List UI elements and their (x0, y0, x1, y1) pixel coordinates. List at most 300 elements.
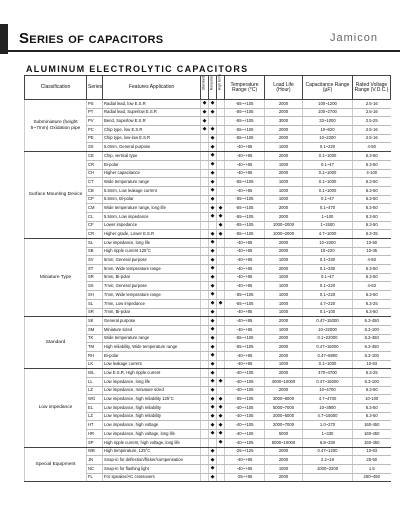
volt-range: 160-450 (353, 438, 391, 447)
col-temperature: Temperature Range (°C) (225, 76, 265, 100)
series-code: NC (87, 464, 103, 473)
cap-range: 0.1~220 (303, 143, 353, 152)
mark-standard (201, 221, 209, 230)
mark-nonpolar: ◆ (209, 378, 217, 387)
mark-nonpolar: ◆ (209, 230, 217, 239)
mark-hightemp (217, 308, 225, 317)
mark-nonpolar: ◆ (209, 456, 217, 465)
page-header (0, 24, 400, 54)
load-life: 2000 (265, 100, 303, 109)
mark-standard (201, 456, 209, 465)
cap-range: 4.7~1000 (303, 230, 353, 239)
mark-hightemp (217, 247, 225, 256)
cap-range: 10~2200 (303, 239, 353, 248)
load-life: 2000 (265, 169, 303, 178)
series-code: JN (87, 456, 103, 465)
mark-hightemp (217, 178, 225, 187)
mark-hightemp (217, 265, 225, 274)
mark-nonpolar: ◆ (209, 447, 217, 456)
mark-hightemp (217, 195, 225, 204)
col-voltage: Rated Voltage Range (V.D.C.) (353, 76, 391, 100)
volt-range: 4-50 (353, 256, 391, 265)
table-row (25, 152, 391, 161)
cap-range: 0.1~330 (303, 265, 353, 274)
volt-range: 6.3-450 (353, 334, 391, 343)
col-load-life: Load Life (Hour) (265, 76, 303, 100)
mark-nonpolar: ◆ (209, 134, 217, 143)
mark-standard (201, 247, 209, 256)
cap-range: 0.1~47 (303, 273, 353, 282)
cap-range: 100~2700 (303, 108, 353, 117)
temp-range: -40~+105 (225, 369, 265, 378)
cap-range: 0.47~15000 (303, 378, 353, 387)
mark-hightemp (217, 100, 225, 109)
mark-standard (201, 317, 209, 326)
cap-range: 0.1~1000 (303, 178, 353, 187)
volt-range: 6.3-50 (353, 386, 391, 395)
temp-range: -55~+105 (225, 221, 265, 230)
mark-nonpolar: ◆ (209, 282, 217, 291)
series-code: CH (87, 169, 103, 178)
mark-hightemp (217, 360, 225, 369)
temp-range: -40~+85 (225, 282, 265, 291)
mark-hightemp (217, 325, 225, 334)
cap-range: 0.1~100 (303, 308, 353, 317)
table-row (25, 239, 391, 248)
feature-text: Higher capacitance (103, 169, 201, 178)
volt-range: 4-63 (353, 282, 391, 291)
series-table (24, 75, 391, 482)
temp-range: -25~+85 (225, 473, 265, 482)
feature-text: Miniature sized (103, 325, 201, 334)
volt-range: 4-100 (353, 169, 391, 178)
temp-range: -40~+105 (225, 404, 265, 413)
volt-range: 6.3-25 (353, 299, 391, 308)
mark-nonpolar: ◆ (209, 108, 217, 117)
cap-range: 0.1~1000 (303, 152, 353, 161)
load-life: 2000 (265, 239, 303, 248)
mark-hightemp: ◆ (217, 378, 225, 387)
feature-text: Low impedance, miniature sized (103, 386, 201, 395)
series-code: TK (87, 334, 103, 343)
mark-nonpolar: ◆ (209, 265, 217, 274)
mark-hightemp (217, 351, 225, 360)
temp-range: -40~+85 (225, 247, 265, 256)
mark-nonpolar: ◆ (209, 369, 217, 378)
mark-standard (201, 386, 209, 395)
load-life: 2000 (265, 265, 303, 274)
mark-standard (201, 152, 209, 161)
temp-range: -40~+85 (225, 265, 265, 274)
cap-range: 0.1~330 (303, 256, 353, 265)
load-life: 2000 (265, 152, 303, 161)
load-life: 1000 (265, 325, 303, 334)
table-row (25, 447, 391, 456)
mark-nonpolar (209, 117, 217, 126)
feature-text: 5.5mm, Low impedance (103, 212, 201, 221)
load-life: 1000~2000 (265, 230, 303, 239)
mark-standard (201, 464, 209, 473)
mark-standard (201, 334, 209, 343)
feature-text: For speaker/AC crossovers (103, 473, 201, 482)
series-code: HT (87, 421, 103, 430)
feature-text: Bend, Superlow E.S.R (103, 117, 201, 126)
series-code: SL (87, 239, 103, 248)
series-code: CR (87, 230, 103, 239)
volt-range: 6.3-35 (353, 230, 391, 239)
col-features: Features Application (103, 76, 201, 100)
mark-standard (201, 256, 209, 265)
mark-standard: ◆ (201, 108, 209, 117)
feature-text: Low impedance, high reliability (103, 412, 201, 421)
load-life: 1000 (265, 273, 303, 282)
volt-range: 6.3-50 (353, 152, 391, 161)
series-code: SM (87, 325, 103, 334)
volt-range: 2.5-25 (353, 117, 391, 126)
mark-hightemp (217, 239, 225, 248)
feature-text: 5mm, General purpose (103, 256, 201, 265)
mark-hightemp: ◆ (217, 438, 225, 447)
load-life: 5000 (265, 430, 303, 439)
series-code: TM (87, 343, 103, 352)
load-life: 1000 (265, 178, 303, 187)
table-row (25, 369, 391, 378)
series-code: SH (87, 291, 103, 300)
temp-range: -40~+105 (225, 430, 265, 439)
cap-range: 0.1~47 (303, 160, 353, 169)
temp-range: -40~+85 (225, 160, 265, 169)
mark-nonpolar: ◆ (209, 239, 217, 248)
temp-range: -40~+105 (225, 421, 265, 430)
cap-range: 4.7~4700 (303, 395, 353, 404)
col-classification: Classification (25, 76, 87, 100)
temp-range: -55~+105 (225, 204, 265, 213)
mark-hightemp: ◆ (217, 299, 225, 308)
cap-range: 0.47~15000 (303, 317, 353, 326)
page-title: Series of capacitors (19, 30, 164, 47)
feature-text: Low E.S.R, High ripple current (103, 369, 201, 378)
cap-range: 10~3900 (303, 404, 353, 413)
mark-hightemp (217, 143, 225, 152)
series-code: WB (87, 447, 103, 456)
series-code: ST (87, 265, 103, 274)
classification-cell: Subminiature (height 5~7mm) Oxidation pipe (25, 100, 87, 152)
mark-nonpolar: ◆ (209, 412, 217, 421)
volt-range: 6.3-50 (353, 308, 391, 317)
volt-range: 10-100 (353, 395, 391, 404)
load-life: 1000 (265, 143, 303, 152)
feature-text: Bi-polar (103, 160, 201, 169)
mark-standard: ◆ (201, 117, 209, 126)
header-bar (0, 24, 8, 54)
mark-hightemp (217, 473, 225, 482)
brand-logo: Jamicon (330, 32, 378, 44)
mark-standard (201, 212, 209, 221)
mark-nonpolar (209, 221, 217, 230)
mark-standard (201, 360, 209, 369)
mark-hightemp (217, 447, 225, 456)
mark-hightemp: ◆ (217, 221, 225, 230)
mark-nonpolar: ◆ (209, 247, 217, 256)
series-code: LL (87, 378, 103, 387)
load-life: 2000 (265, 247, 303, 256)
feature-text: Chip, vertical type (103, 152, 201, 161)
load-life: 1000 (265, 195, 303, 204)
classification-cell: Special Equipment (25, 447, 87, 482)
feature-text: 5.5mm, Bi-polar (103, 195, 201, 204)
temp-range: -55~+105 (225, 108, 265, 117)
table-row (25, 100, 391, 109)
mark-hightemp: ◆ (217, 412, 225, 421)
volt-range: 6.3-50 (353, 221, 391, 230)
load-life: 2000 (265, 108, 303, 117)
mark-standard (201, 438, 209, 447)
cap-range: 0.1~220 (303, 291, 353, 300)
mark-standard (201, 395, 209, 404)
mark-standard (201, 308, 209, 317)
cap-range: 10~4700 (303, 386, 353, 395)
mark-standard (201, 195, 209, 204)
mark-hightemp (217, 126, 225, 135)
cap-range: 0.47~15000 (303, 343, 353, 352)
volt-range: 6.3-25 (353, 369, 391, 378)
load-life: 2000 (265, 343, 303, 352)
mark-hightemp (217, 152, 225, 161)
feature-text: 7mm, Low impedance (103, 299, 201, 308)
mark-hightemp (217, 369, 225, 378)
load-life: 3000~6000 (265, 395, 303, 404)
mark-nonpolar: ◆ (209, 386, 217, 395)
mark-hightemp: ◆ (217, 430, 225, 439)
feature-text: Wide temperature range, long life (103, 204, 201, 213)
series-code: WL (87, 369, 103, 378)
cap-range: 100~1200 (303, 100, 353, 109)
mark-standard (201, 239, 209, 248)
series-code: FL (87, 473, 103, 482)
mark-standard (201, 447, 209, 456)
col-capacitance: Capacitance Range (µF) (303, 76, 353, 100)
temp-range: -55~+105 (225, 291, 265, 300)
cap-range: 4.7~15000 (303, 412, 353, 421)
feature-text: Low impedance, long life (103, 378, 201, 387)
mark-hightemp (217, 317, 225, 326)
feature-text: Wide temperature range (103, 334, 201, 343)
mark-hightemp: ◆ (217, 230, 225, 239)
cap-range: 0.1~470 (303, 204, 353, 213)
load-life: 2000 (265, 212, 303, 221)
volt-range: 2.5-16 (353, 134, 391, 143)
classification-cell: Surface Mounting Device (25, 152, 87, 239)
load-life: 5000~10000 (265, 438, 303, 447)
series-code: SK (87, 317, 103, 326)
load-life: 4000~10000 (265, 378, 303, 387)
mark-hightemp: ◆ (217, 395, 225, 404)
volt-range: 1.5 (353, 464, 391, 473)
classification-cell: Miniature Type (25, 239, 87, 317)
mark-nonpolar: ◆ (209, 178, 217, 187)
mark-standard (201, 265, 209, 274)
mark-hightemp (217, 273, 225, 282)
feature-text: Low impedance, high voltage, long life (103, 430, 201, 439)
series-code: LK (87, 360, 103, 369)
mark-nonpolar: ◆ (209, 291, 217, 300)
mark-nonpolar: ◆ (209, 160, 217, 169)
mark-standard (201, 378, 209, 387)
volt-range: 6.3-50 (353, 195, 391, 204)
feature-text: Snap-in for flashing light (103, 464, 201, 473)
mark-nonpolar: ◆ (209, 126, 217, 135)
load-life: 3000 (265, 117, 303, 126)
series-code: PS (87, 100, 103, 109)
feature-text: High ripple current 125°C (103, 247, 201, 256)
mark-standard: ◆ (201, 126, 209, 135)
cap-range: 1~100 (303, 212, 353, 221)
mark-nonpolar: ◆ (209, 325, 217, 334)
temp-range: -40~+105 (225, 378, 265, 387)
temp-range: -55~+105 (225, 334, 265, 343)
load-life: 2000 (265, 204, 303, 213)
volt-range: 6.3-450 (353, 343, 391, 352)
cap-range: 1.0~270 (303, 421, 353, 430)
series-code: SS (87, 282, 103, 291)
series-code: LZ (87, 412, 103, 421)
load-life: 2000 (265, 456, 303, 465)
temp-range: -40~+85 (225, 256, 265, 265)
feature-text: 5.5mm, Low leakage current (103, 186, 201, 195)
series-code: SL (87, 299, 103, 308)
mark-nonpolar: ◆ (209, 464, 217, 473)
series-code: RH (87, 351, 103, 360)
feature-text: High reliability, Wide temperature range (103, 343, 201, 352)
mark-standard (201, 204, 209, 213)
mark-hightemp (217, 456, 225, 465)
feature-text: Low impedance, high reliability (103, 404, 201, 413)
volt-range: 6.3-50 (353, 265, 391, 274)
series-code: SB (87, 247, 103, 256)
volt-range: 6.3-50 (353, 212, 391, 221)
feature-text: Bi-polar (103, 351, 201, 360)
mark-nonpolar: ◆ (209, 152, 217, 161)
cap-range: 0.47~6800 (303, 351, 353, 360)
series-code: HR (87, 430, 103, 439)
cap-range: 0.1~1000 (303, 186, 353, 195)
cap-range: 33~1000 (303, 117, 353, 126)
temp-range: -40~+85 (225, 186, 265, 195)
series-code: CR (87, 160, 103, 169)
mark-nonpolar: ◆ (209, 351, 217, 360)
load-life: 1000 (265, 299, 303, 308)
series-code: PT (87, 108, 103, 117)
mark-nonpolar: ◆ (209, 343, 217, 352)
temp-range: -55~+105 (225, 343, 265, 352)
classification-cell: Standard (25, 317, 87, 369)
feature-text: 7mm, Wide temperature range (103, 291, 201, 300)
temp-range: -40~+85 (225, 273, 265, 282)
temp-range: -55~+105 (225, 117, 265, 126)
cap-range: 10~220 (303, 247, 353, 256)
series-code: SV (87, 256, 103, 265)
mark-standard (201, 143, 209, 152)
load-life: 2000 (265, 126, 303, 135)
mark-nonpolar: ◆ (209, 299, 217, 308)
cap-range: 2.2~18 (303, 456, 353, 465)
volt-range: 6.3-50 (353, 291, 391, 300)
series-code: CF (87, 221, 103, 230)
mark-hightemp: ◆ (217, 421, 225, 430)
mark-hightemp (217, 169, 225, 178)
volt-range: 6.3-100 (353, 351, 391, 360)
feature-text: High temperature, 125°C (103, 447, 201, 456)
temp-range: -40~+105 (225, 412, 265, 421)
feature-text: Low impedance, high reliability 125°C (103, 395, 201, 404)
feature-text: 7mm, General purpose (103, 282, 201, 291)
feature-text: Snap-in for deflection/flicker/compensation (103, 456, 201, 465)
volt-range: 6.3-100 (353, 378, 391, 387)
series-code: SP (87, 438, 103, 447)
section-title: ALUMINUM ELECTROLYTIC CAPACITORS (26, 64, 249, 74)
series-code: CB (87, 186, 103, 195)
feature-text: Lower impedance (103, 221, 201, 230)
volt-range: 2.5-16 (353, 126, 391, 135)
mark-nonpolar: ◆ (209, 404, 217, 413)
load-life: 2000 (265, 334, 303, 343)
mark-hightemp: ◆ (217, 404, 225, 413)
volt-range: 250~450 (353, 473, 391, 482)
temp-range: -40~+85 (225, 351, 265, 360)
load-life: 2000 (265, 317, 303, 326)
mark-standard (201, 421, 209, 430)
mark-standard (201, 412, 209, 421)
feature-text: Higher grade, Lower E.S.R (103, 230, 201, 239)
volt-range: 10-50 (353, 239, 391, 248)
series-code: CE (87, 152, 103, 161)
temp-range: -55~+105 (225, 395, 265, 404)
load-life: 2000 (265, 386, 303, 395)
load-life: 2000~5000 (265, 412, 303, 421)
load-life: 1000~2000 (265, 221, 303, 230)
series-code: CP (87, 195, 103, 204)
feature-text: General purpose (103, 317, 201, 326)
temp-range: -55~+105 (225, 178, 265, 187)
feature-text: 5mm, Bi-polar (103, 273, 201, 282)
load-life: 1000 (265, 464, 303, 473)
feature-text: Radial lead, low E.S.R (103, 100, 201, 109)
load-life: 5000~7000 (265, 404, 303, 413)
load-life: 2000 (265, 369, 303, 378)
table-header (25, 76, 391, 100)
mark-standard: ◆ (201, 100, 209, 109)
mark-nonpolar: ◆ (209, 256, 217, 265)
cap-range: 470~4700 (303, 369, 353, 378)
col-nonpolar: Nonpolar (209, 76, 217, 100)
cap-range: 1000~2200 (303, 464, 353, 473)
mark-standard (201, 273, 209, 282)
temp-range: -40~+85 (225, 239, 265, 248)
mark-hightemp (217, 186, 225, 195)
temp-range: -55~+105 (225, 195, 265, 204)
cap-range (303, 473, 353, 482)
cap-range: 10~22000 (303, 325, 353, 334)
volt-range: 6.3-50 (353, 412, 391, 421)
load-life: 2000 (265, 447, 303, 456)
feature-text: Radial lead, Superlow E.S.R (103, 108, 201, 117)
feature-text: Chip type, low E.S.R (103, 126, 201, 135)
mark-hightemp (217, 134, 225, 143)
series-code: EL (87, 404, 103, 413)
load-life: 1000 (265, 291, 303, 300)
volt-range: 10-35 (353, 247, 391, 256)
series-code: CM (87, 204, 103, 213)
